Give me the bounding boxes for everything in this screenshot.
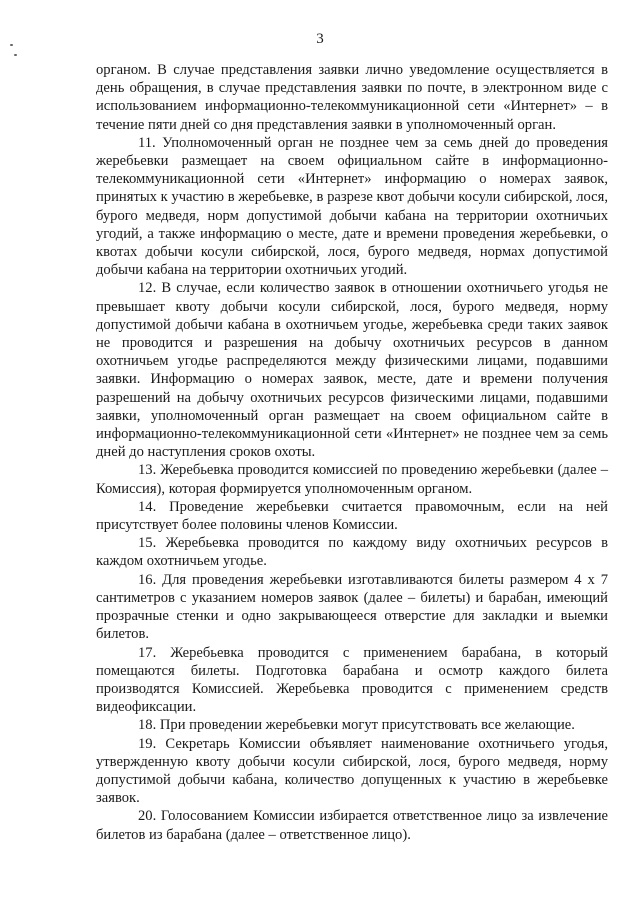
paragraph-12: 12. В случае, если количество заявок в отношении охотничьего угодья не превышает квоту добычи косули сибирской, лося, бурого медведя, норму допустимой добычи кабана в охотничьем угодье, жеребьевка среди таких заявок не проводится и разрешения на добычу охотничьих ресурсов в данном охотничьем угодье распределяются между физическими лицами, подавшими заявки. Информацию о номерах заявок, месте, дате и времени получения разрешений на добычу охотничьих ресурсов физическими лицами, подавшими заявки, уполномоченный орган размещает на своем официальном сайте в информационно-телекоммуникационной сети «Интернет» не позднее чем за семь дней до наступления сроков охоты. [96, 280, 608, 461]
paragraph-11: 11. Уполномоченный орган не позднее чем за семь дней до проведения жеребьевки размещает на своем официальном сайте в информационно-телекоммуникационной сети «Интернет» информацию о номерах заявок, принятых к участию в жеребьевке, в разрезе квот добычи косули сибирской, лося, бурого медведя, норм допустимой добычи кабана на территории охотничьих угодий, а также информацию о месте, дате и времени проведения жеребьевки, о квотах добычи косули сибирской, лося, бурого медведя, нормах допустимой добычи кабана на территории охотничьих угодий. [96, 134, 608, 279]
paragraph-13: 13. Жеребьевка проводится комиссией по проведению жеребьевки (далее – Комиссия), которая формируется уполномоченным органом. [96, 462, 608, 497]
page-number: 3 [316, 31, 324, 47]
paragraph-17: 17. Жеребьевка проводится с применением барабана, в который помещаются билеты. Подготовка барабана и осмотр каждого билета производятся Комиссией. Жеребьевка проводится с применением средств видеофиксации. [96, 644, 608, 716]
paragraph-16: 16. Для проведения жеребьевки изготавливаются билеты размером 4 x 7 сантиметров с указанием номеров заявок (далее – билеты) и барабан, имеющий прозрачные стенки и одно закрывающееся отверстие для закладки и выемки билетов. [96, 571, 608, 643]
paragraph-continuation: органом. В случае представления заявки лично уведомление осуществляется в день обращения, в случае представления заявки по почте, в электронном виде с использованием информационно-телекоммуникационной сети «Интернет» – в течение пяти дней со дня представления заявки в уполномоченный орган. [96, 62, 608, 133]
paragraph-19: 19. Секретарь Комиссии объявляет наименование охотничьего угодья, утвержденную квоту добычи косули сибирской, лося, бурого медведя, норму допустимой добычи кабана, количество допущенных к участию в жеребьевке заявок. [96, 735, 608, 807]
paragraph-14: 14. Проведение жеребьевки считается правомочным, если на ней присутствует более половины членов Комиссии. [96, 498, 608, 534]
paragraph-20: 20. Голосованием Комиссии избирается ответственное лицо за извлечение билетов из барабана (далее – ответственное лицо). [96, 808, 608, 843]
document-body [96, 61, 608, 844]
paragraph-15: 15. Жеребьевка проводится по каждому виду охотничьих ресурсов в каждом охотничьем угодье. [96, 535, 608, 570]
paragraph-18: 18. При проведении жеребьевки могут присутствовать все желающие. [138, 717, 575, 734]
scan-mark [14, 54, 17, 56]
